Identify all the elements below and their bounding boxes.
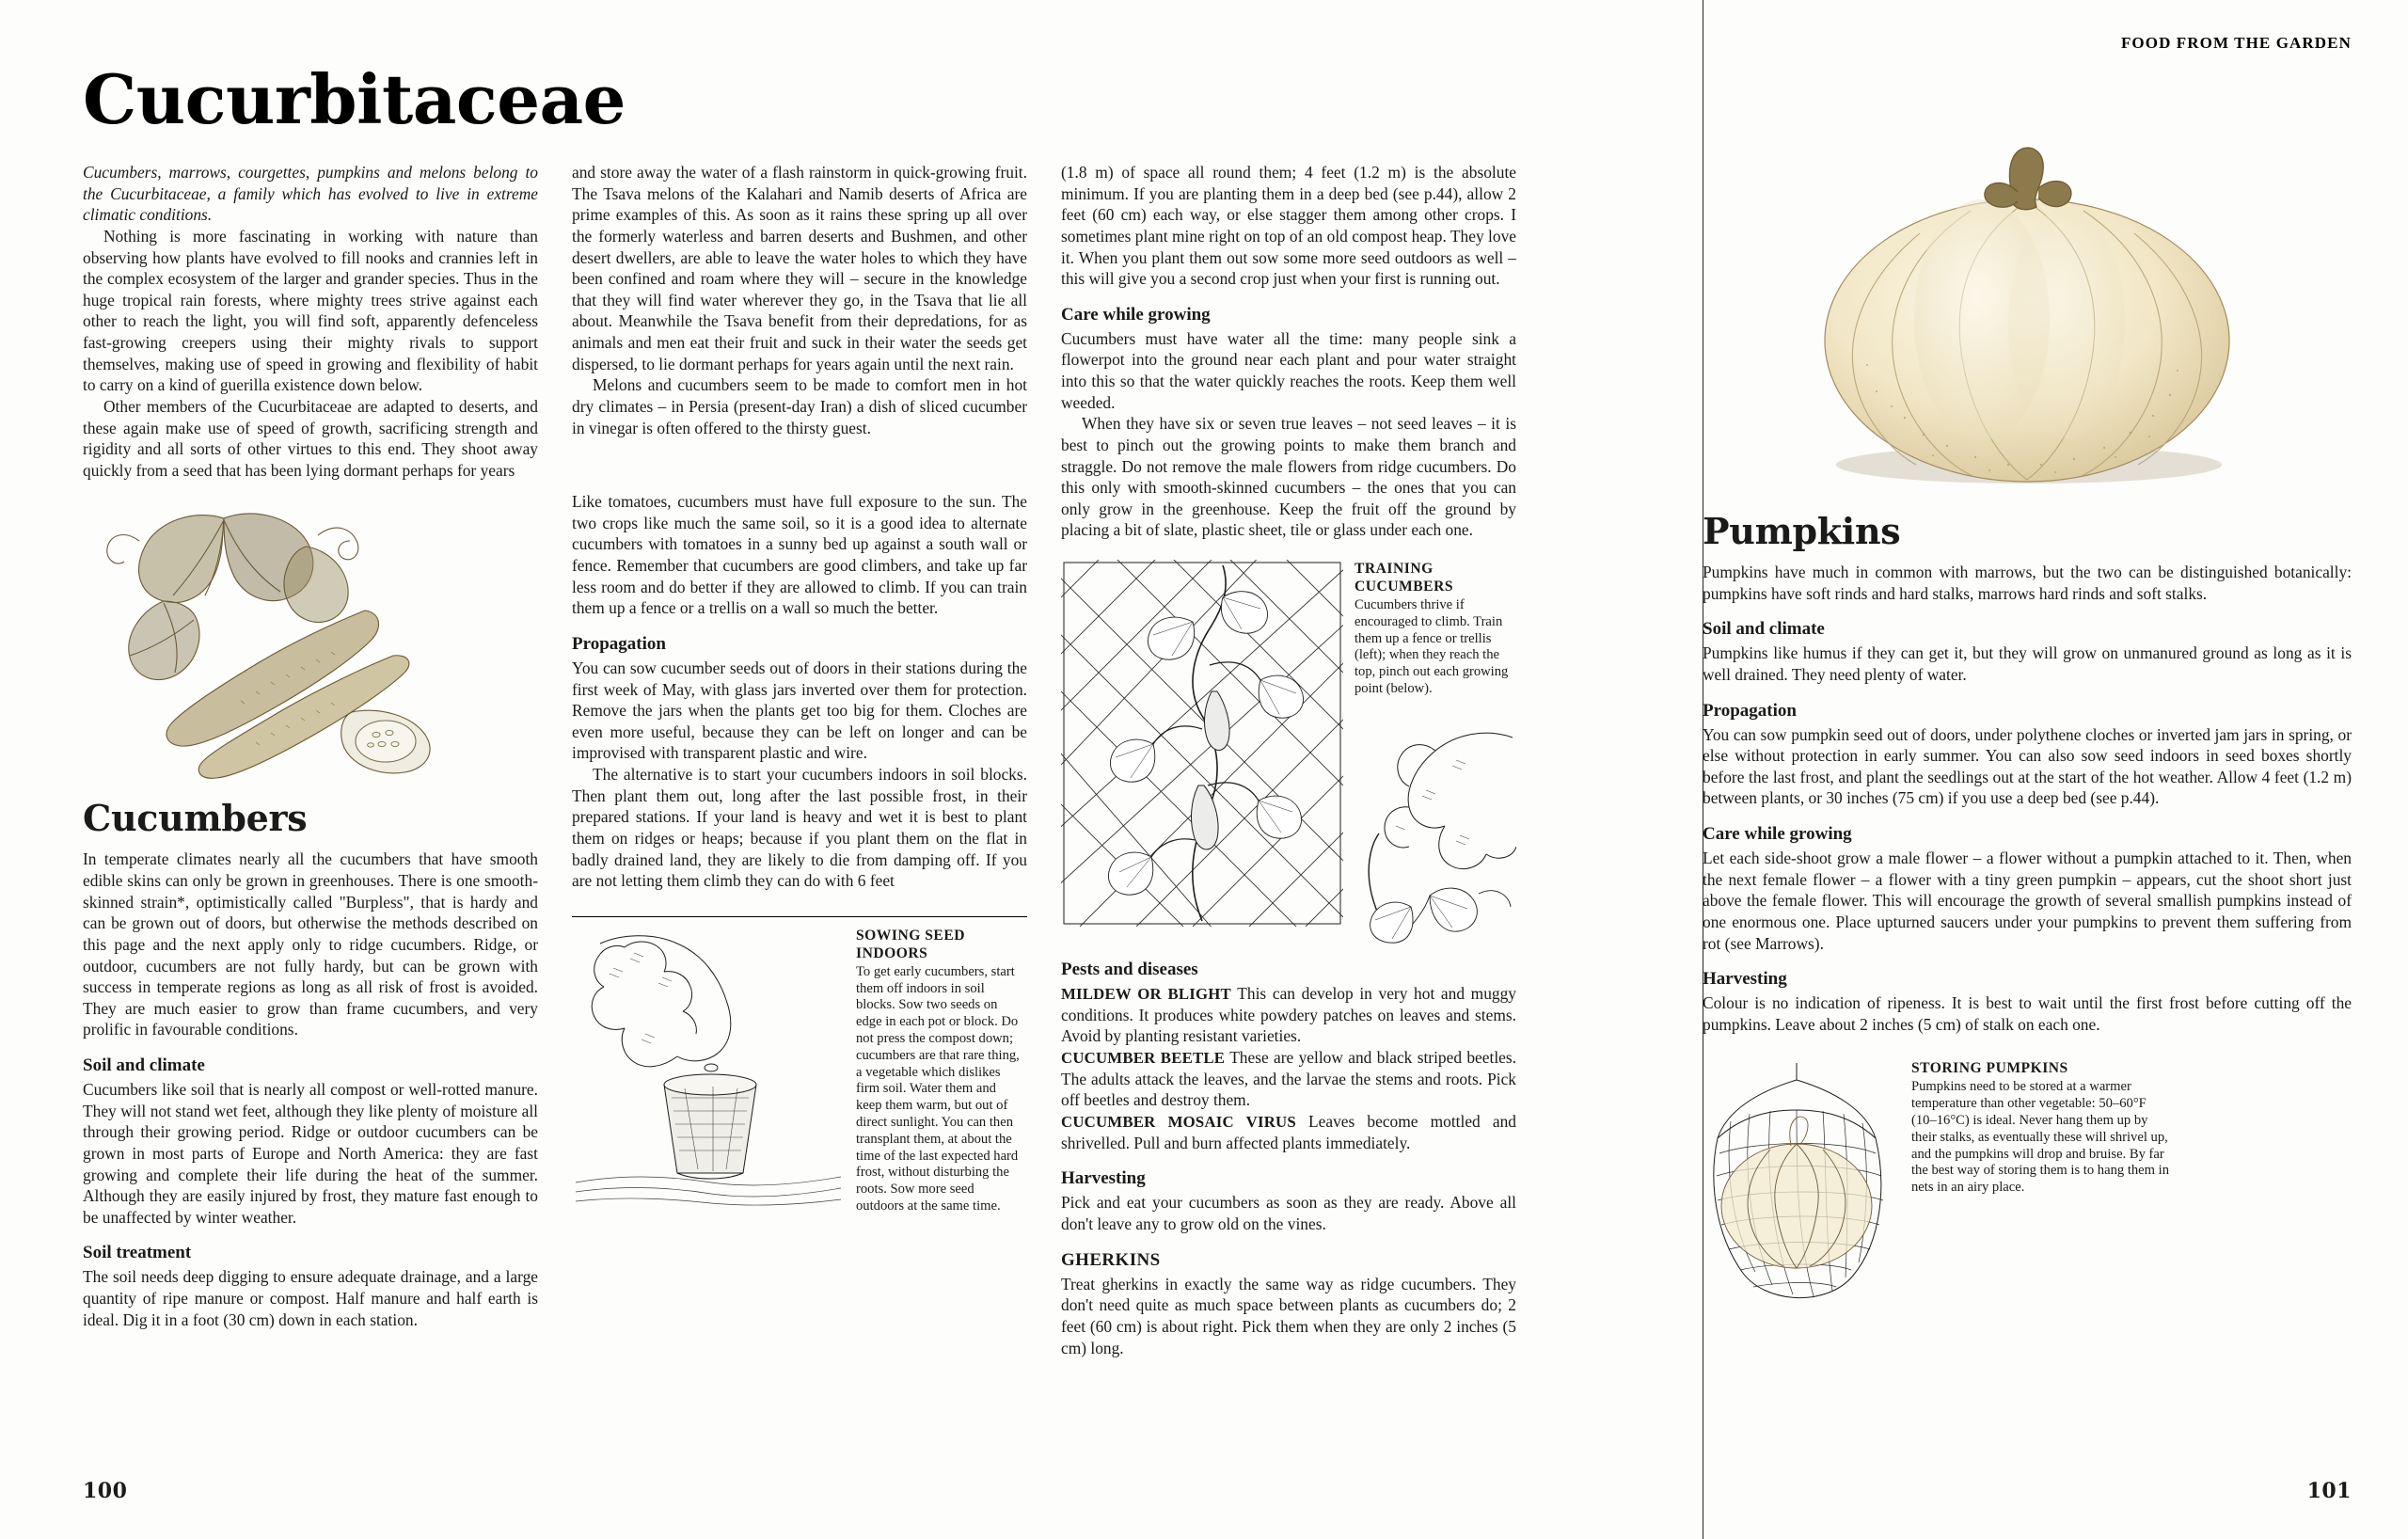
plant-spacing-paragraph: (1.8 m) of space all round them; 4 feet (1.2 m) is the absolute minimum. If you are planting them in a deep bed (see p.44), allow 2 feet (60 cm) each way, or else stagger them among other crops. I sometimes plant mine right on top of an old compost heap. They love it. When you plant them out sow some more seed outdoors as well – this will give you a second crop just when your first is running out.	[1061, 163, 1516, 289]
pumpkin-net-illustration	[1703, 1059, 1900, 1341]
pumpkins-propagation-heading: Propagation	[1703, 700, 1797, 721]
column-3	[1061, 162, 1516, 1358]
right-page	[1703, 0, 2408, 1539]
pest-mildew-name: MILDEW OR BLIGHT	[1061, 984, 1231, 1003]
pumpkin-illustration	[1735, 135, 2319, 493]
care-paragraph-1: Cucumbers must have water all the time: many people sink a flowerpot into the ground near each plant and pour water straight into this so that the water quickly reaches the roots. Keep them well weeded.	[1061, 328, 1516, 412]
care-while-growing-heading: Care while growing	[1061, 304, 1211, 325]
pumpkins-harvesting-heading: Harvesting	[1703, 969, 1787, 990]
sowing-caption-text: To get early cucumbers, start them off indoors in soil blocks. Sow two seeds on edge in each pot or block. Do not press the compost down; cucumbers are that rare thing, a vegetable which dislikes firm soil. Water them and keep them warm, but out of direct sunlight. You can then transplant them, at about the time of the last expected hard frost, without disturbing the roots. Sow more seed outdoors at the same time.	[856, 963, 1020, 1214]
column-1	[83, 162, 538, 1358]
trellis-illustration	[1061, 560, 1343, 927]
pest-beetle	[1061, 1047, 1516, 1111]
pumpkins-care: Let each side-shoot grow a male flower – a flower without a pumpkin attached to it. Then, when the next female flower – a flower with a tiny green pumpkin – appears, cut the shoot short just above the female flower. This will encourage the growth of several smallish pumpkins instead of one enormous one. Place upturned saucers under your pumpkins to prevent them suffering from rot (see Marrows).	[1703, 849, 2352, 953]
pest-virus	[1061, 1111, 1516, 1153]
pumpkins-soil-climate: Pumpkins like humus if they can get it, but they will grow on unmanured ground as long as it is well drained. They need plenty of water.	[1703, 643, 2352, 684]
propagation-paragraph-2: The alternative is to start your cucumbers indoors in soil blocks. Then plant them out, long after the last possible frost, in their prepared stations. If your land is heavy and wet it is best to plant them on ridges or heaps; because if you plant them on the flat in badly drained land, they are likely to die from damping off. If you are not letting them climb they can do with 6 feet	[572, 765, 1027, 891]
pest-virus-name: CUCUMBER MOSAIC VIRUS	[1061, 1112, 1296, 1131]
sowing-seed-illustration	[572, 927, 845, 1209]
intro-lead: Cucumbers, marrows, courgettes, pumpkins and melons belong to the Cucurbitaceae, a family which has evolved to live in extreme climatic conditions.	[83, 163, 538, 225]
sowing-seed-figure	[572, 916, 1027, 1215]
folio-left: 100	[83, 1479, 128, 1503]
intro-paragraph-1: Nothing is more fascinating in working with nature than observing how plants have evolved to fill nooks and crannies left in the complex ecosystem of the larger and grander species. Thus in the huge tropical rain forests, where mighty trees strive against each other to reach the light, you will find soft, apparently defenceless fast-growing creepers using their mighty rivals to support themselves, making use of speed in growing and flexibility of habit to carry on a kind of guerilla existence down below.	[83, 226, 538, 395]
cucumbers-intro: In temperate climates nearly all the cucumbers that have smooth edible skins can only be grown in greenhouses. There is one smooth-skinned strain*, optimistically called "Burpless", that is hardy and can be grown out of doors, but otherwise the methods described on this page and the next apply only to ridge cucumbers. Ridge, or outdoor, cucumbers are not fully hardy, but can be grown with success in temperate regions as long as all risk of frost is avoided. They are much easier to grow than frame cucumbers, and very prolific in favourable conditions.	[83, 849, 538, 1039]
pest-virus-text: Leaves become mottled and shrivelled. Pull and burn affected plants immediately.	[1061, 1111, 1516, 1152]
intro-paragraph-4: Melons and cucumbers seem to be made to comfort men in hot dry climates – in Persia (present-day Iran) a dish of sliced cucumber in vinegar is often offered to the thirsty guest.	[572, 375, 1027, 437]
training-caption-title: TRAINING CUCUMBERS	[1354, 561, 1453, 595]
page-title: Cucurbitaceae	[83, 59, 626, 139]
pest-mildew-text: This can develop in very hot and muggy conditions. It produces white powdery patches on leaves and stems. Avoid by planting resistant varieties.	[1061, 983, 1516, 1046]
intro-paragraph-3: and store away the water of a flash rainstorm in quick-growing fruit. The Tsava melons of the Kalahari and Namib deserts of Africa are prime examples of this. As soon as it rains these spring up all over the formerly waterless and barren deserts and Bushmen, and other desert dwellers, are able to leave the water holes to which they have been confined and roam where they will – secure in the knowledge that they will find water wherever they go, in the Tsava that lie all about. Meanwhile the Tsava benefit from their depredations, for as animals and men eat their fruit and suck in their water the seeds get dispersed, to lie dormant perhaps for years again until the next rain.	[572, 163, 1027, 373]
pinching-hand-illustration	[1354, 709, 1516, 944]
cucumbers-soil-climate: Cucumbers like soil that is nearly all compost or well-rotted manure. They will not stand wet feet, although they like plenty of moisture all through their growing period. Ridge or outdoor cucumbers can be grown in most parts of Europe and North America: they are fast growing and complete their life during the heat of the summer. Although they are easily injured by frost, they mature fast enough to be unaffected by winter weather.	[83, 1080, 538, 1227]
pumpkins-care-heading: Care while growing	[1703, 824, 1852, 844]
training-cucumbers-caption	[1354, 560, 1516, 698]
training-cucumbers-figure	[1061, 560, 1516, 944]
sowing-caption-title: SOWING SEED INDOORS	[856, 927, 965, 961]
cucumbers-soil-treatment: The soil needs deep digging to ensure adequate drainage, and a large quantity of ripe manure or compost. Half manure and half earth is ideal. Dig it in a foot (30 cm) down in each station.	[83, 1267, 538, 1329]
pest-mildew	[1061, 983, 1516, 1047]
column-2	[572, 162, 1027, 1358]
care-paragraph-2: When they have six or seven true leaves – not seed leaves – it is best to pinch out the growing points to make them branch and straggle. Do not remove the male flowers from ridge cucumbers. Do this only with smooth-skinned cucumbers – the ones that you can only grow in the greenhouse. Keep the fruit off the ground by placing a bit of slate, plastic sheet, tile or glass under each one.	[1061, 414, 1516, 540]
storing-pumpkins-figure	[1703, 1059, 2352, 1341]
cucumbers-soil-treatment-heading: Soil treatment	[83, 1243, 192, 1263]
pumpkins-soil-climate-heading: Soil and climate	[1703, 619, 1825, 640]
gherkins-text: Treat gherkins in exactly the same way as ridge cucumbers. They don't need quite as much space between plants as cucumbers do; 2 feet (60 cm) is about right. Pick them when they are only 2 inches (5 cm) long.	[1061, 1274, 1516, 1357]
folio-right: 101	[2306, 1479, 2352, 1503]
cucumber-illustration	[83, 498, 525, 780]
left-page-columns	[83, 162, 1703, 1358]
pumpkins-propagation: You can sow pumpkin seed out of doors, under polythene cloches or inverted jam jars in spring, or else without protection in early summer. You can also sow seed indoors in seed boxes shortly before the last frost, and plant the seedlings out at the start of the hot weather. Allow 4 feet (1.2 m) between plants, or 30 inches (75 cm) if you use a deep bed (see p.44).	[1703, 724, 2352, 808]
storing-pumpkins-caption	[1911, 1059, 2175, 1197]
pest-beetle-text: These are yellow and black striped beetles. The adults attack the leaves, and the larvae the stems and roots. Pick off beetles and destroy them.	[1061, 1047, 1516, 1110]
intro-paragraph-2: Other members of the Cucurbitaceae are adapted to deserts, and these again make use of speed of growth, sacrificing strength and rigidity and all sorts of other virtues to this end. They shoot away quickly from a seed that has been lying dormant perhaps for years	[83, 396, 538, 480]
cucumbers-soil-climate-heading: Soil and climate	[83, 1055, 205, 1075]
harvesting-text: Pick and eat your cucumbers as soon as they are ready. Above all don't leave any to grow old on the vines.	[1061, 1193, 1516, 1234]
gherkins-heading: GHERKINS	[1061, 1249, 1161, 1270]
harvesting-heading: Harvesting	[1061, 1168, 1146, 1189]
propagation-paragraph-1: You can sow cucumber seeds out of doors in their stations during the first week of May, with glass jars inverted over them for protection. Remove the jars when the plants get too big for them. Cloches are even more useful, because they can be left on longer and can be improvised with transparent plastic and wire.	[572, 658, 1027, 763]
training-caption-text: Cucumbers thrive if encouraged to climb. Train them up a fence or trellis (left); when they reach the top, pinch out each growing point (below).	[1354, 597, 1509, 697]
pumpkins-intro: Pumpkins have much in common with marrows, but the two can be distinguished botanically: pumpkins have soft rinds and hard stalks, marrows hard rinds and soft stalks.	[1703, 563, 2352, 603]
sowing-seed-caption	[856, 927, 1025, 1215]
pests-heading: Pests and diseases	[1061, 959, 1198, 979]
running-head: FOOD FROM THE GARDEN	[2120, 34, 2352, 52]
storing-caption-text: Pumpkins need to be stored at a warmer temperature than other vegetable: 50–60°F (10–16°C) is ideal. Never hang them up by their stalks, as eventually these will shrivel up, and the pumpkins will drop and bruise. By far the best way of storing them is to hang them in nets in an airy place.	[1911, 1079, 2169, 1196]
pumpkins-harvesting: Colour is no indication of ripeness. It is best to wait until the first frost before cutting off the pumpkins. Leave about 2 inches (5 cm) of stalk on each one.	[1703, 993, 2352, 1034]
sun-paragraph: Like tomatoes, cucumbers must have full exposure to the sun. The two crops like much the same soil, so it is a good idea to alternate cucumbers with tomatoes in a sunny bed up against a south wall or fence. Remember that cucumbers are good climbers, and take up far less room and do better if they are allowed to climb. If you can train them up a fence or a trellis on a wall so much the better.	[572, 492, 1027, 618]
pest-beetle-name: CUCUMBER BEETLE	[1061, 1048, 1226, 1067]
cucumbers-heading: Cucumbers	[83, 797, 308, 840]
pumpkins-heading: Pumpkins	[1703, 510, 1901, 552]
storing-caption-title: STORING PUMPKINS	[1911, 1060, 2068, 1077]
propagation-heading: Propagation	[572, 633, 666, 654]
